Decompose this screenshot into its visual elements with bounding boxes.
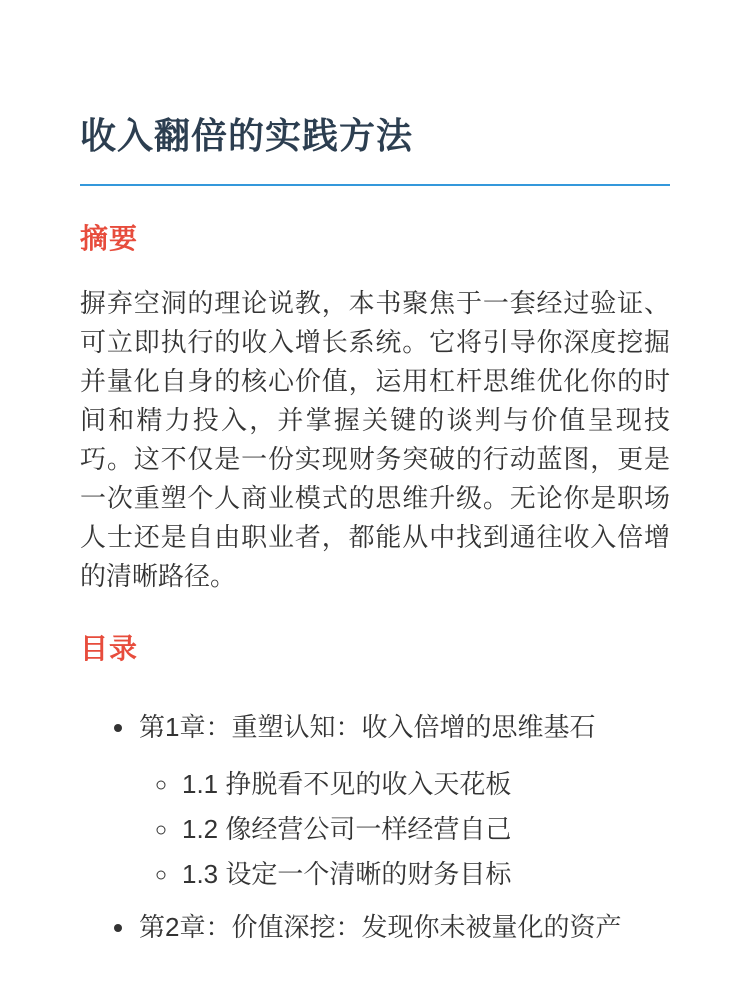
toc-list <box>80 708 670 947</box>
toc-section-1-3: ◦ 1.3 设定一个清晰的财务目标 <box>180 855 670 894</box>
toc-section-1-1: ◦ 1.1 挣脱看不见的收入天花板 <box>180 765 670 804</box>
toc-chapter-label: 第2章：价值深挖：发现你未被量化的资产 <box>139 912 622 943</box>
toc-chapter-1 <box>137 708 670 894</box>
abstract-heading: 摘要 <box>80 223 139 255</box>
abstract-text: 摒弃空洞的理论说教，本书聚焦于一套经过验证、可立即执行的收入增长系统。它将引导你深度挖掘并量化自身的核心价值，运用杠杆思维优化你的时间和精力投入，并掌握关键的谈判与价值呈现技巧。这不仅是一份实现财务突破的行动蓝图，更是一次重塑个人商业模式的思维升级。无论你是职场人士还是自由职业者，都能从中找到通往收入倍增的清晰路径。 <box>80 287 670 591</box>
toc-heading: 目录 <box>80 632 139 664</box>
toc-section-1-2: ◦ 1.2 像经营公司一样经营自己 <box>180 810 670 849</box>
toc-chapter-2 <box>137 908 670 947</box>
toc-chapter-label: 第1章：重塑认知：收入倍增的思维基石 <box>139 712 596 743</box>
page-title: 收入翻倍的实践方法 <box>80 114 670 186</box>
toc-sublist-chapter-1 <box>139 765 670 894</box>
